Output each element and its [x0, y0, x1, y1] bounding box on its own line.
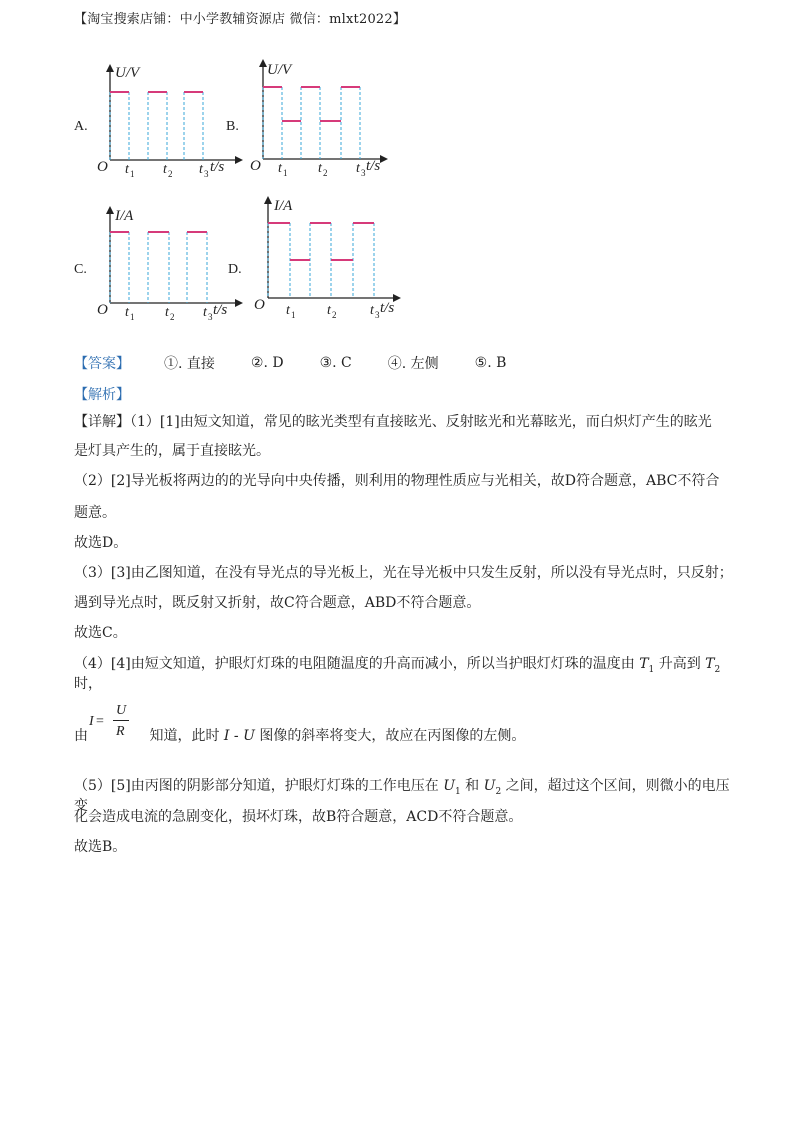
- graph-c-ylabel: I/A: [115, 208, 134, 224]
- graph-b-t1-sub: 1: [283, 168, 288, 178]
- graph-a-xlabel: t/s: [210, 159, 225, 175]
- line11-U1: U: [443, 778, 455, 794]
- explanation-line-6: （3）[3]由乙图知道，在没有导光点的导光板上，光在导光板中只发生反射，所以没有导光点时，只反射；: [74, 565, 733, 581]
- graph-b-origin: O: [250, 158, 261, 174]
- graph-b-xlabel: t/s: [366, 158, 381, 174]
- graph-a-ylabel: U/V: [115, 65, 140, 81]
- explanation-line-2: 是灯具产生的，属于直接眩光。: [74, 443, 270, 459]
- answer-item-5: ⑤. B: [474, 355, 507, 371]
- graph-c-t2: t: [165, 305, 169, 320]
- explanation-line-1: 【详解】（1）[1]由短文知道，常见的眩光类型有直接眩光、反射眩光和光幕眩光，而白炽灯产生的眩光: [74, 414, 712, 430]
- formula-equals: =: [96, 714, 104, 729]
- graph-d-t1-sub: 1: [291, 310, 296, 320]
- explanation-line-12: 化会造成电流的急剧变化，损坏灯珠，故B符合题意，ACD不符合题意。: [74, 809, 523, 825]
- line11-part-b: 和: [460, 778, 484, 794]
- formula-numerator: U: [116, 703, 127, 718]
- explanation-line-9: [74, 657, 734, 691]
- graph-d-t2: t: [327, 303, 331, 318]
- line9-part-a: （4）[4]由短文知道，护眼灯灯珠的电阻随温度的升高而减小，所以当护眼灯灯珠的温度由: [74, 656, 640, 672]
- option-c-letter: C.: [74, 262, 87, 277]
- graph-b-t2-sub: 2: [323, 168, 328, 178]
- graph-d: [253, 192, 408, 322]
- answer-item-2: ②. D: [250, 355, 284, 371]
- line10-part-c: 图像的斜率将变大，故应在丙图像的左侧。: [254, 728, 526, 744]
- graph-a-t1-sub: 1: [130, 169, 135, 179]
- graph-b-t2: t: [318, 161, 322, 176]
- graph-d-xlabel: t/s: [380, 300, 395, 316]
- answer-label: 【答案】: [74, 356, 130, 372]
- graph-a-origin: O: [97, 159, 108, 175]
- graph-d-t1: t: [286, 303, 290, 318]
- formula-denominator: R: [116, 724, 125, 739]
- line10-iu: I - U: [223, 728, 255, 744]
- analysis-label: 【解析】: [74, 387, 130, 403]
- graph-d-t2-sub: 2: [332, 310, 337, 320]
- line10-part-a: 由: [74, 728, 88, 744]
- explanation-line-3: （2）[2]导光板将两边的的光导向中央传播，则利用的物理性质应与光相关，故D符合题意，ABC不符合: [74, 473, 720, 489]
- explanation-line-10: [74, 729, 734, 743]
- explanation-line-13: 故选B。: [74, 839, 127, 855]
- answer-item-4: ④. 左侧: [387, 356, 439, 372]
- answer-item-1: ①. 直接: [164, 356, 215, 372]
- line11-part-a: （5）[5]由丙图的阴影部分知道，护眼灯灯珠的工作电压在: [74, 778, 444, 794]
- fraction-bar: [113, 720, 129, 721]
- graph-a-t1: t: [125, 162, 129, 177]
- graph-a-t3-sub: 3: [204, 169, 209, 179]
- line11-part-c: 之间，超过这个区间，则微小的电压变: [74, 778, 730, 814]
- graph-c-xlabel: t/s: [213, 302, 228, 318]
- graph-b-ylabel: U/V: [267, 62, 292, 78]
- graph-b: [248, 55, 398, 180]
- line9-part-b: 升高到: [654, 656, 706, 672]
- line9-T2: T: [705, 656, 715, 672]
- graph-a-t2-sub: 2: [168, 169, 173, 179]
- explanation-line-5: 故选D。: [74, 535, 128, 551]
- graph-a-t2: t: [163, 162, 167, 177]
- graph-d-t3-sub: 3: [375, 310, 380, 320]
- option-b-letter: B.: [226, 119, 239, 134]
- graph-b-t1: t: [278, 161, 282, 176]
- explanation-line-11: [74, 779, 734, 813]
- graph-a-t3: t: [199, 162, 203, 177]
- formula-i: I: [89, 714, 94, 729]
- graph-c-t3: t: [203, 305, 207, 320]
- graph-c-t3-sub: 3: [208, 312, 213, 322]
- line9-T2-sub: 2: [714, 664, 721, 675]
- line11-U2-sub: 2: [495, 786, 502, 797]
- line10-part-b: 知道，此时: [145, 728, 224, 744]
- explanation-line-8: 故选C。: [74, 625, 127, 641]
- answer-row: [74, 353, 542, 373]
- option-a-letter: A.: [74, 119, 88, 134]
- graph-b-t3: t: [356, 161, 360, 176]
- graph-c-t1: t: [125, 305, 129, 320]
- graph-b-t3-sub: 3: [361, 168, 366, 178]
- graph-d-t3: t: [370, 303, 374, 318]
- line11-U1-sub: 1: [455, 786, 461, 797]
- line9-T1-sub: 1: [648, 664, 655, 675]
- option-d-letter: D.: [228, 262, 242, 277]
- page-header: 【淘宝搜索店铺：中小学教辅资源店 微信：mlxt2022】: [74, 12, 407, 27]
- graph-d-ylabel: I/A: [274, 198, 293, 214]
- answer-item-3: ③. C: [319, 355, 352, 371]
- graph-d-origin: O: [254, 297, 265, 313]
- line11-U2: U: [483, 778, 496, 794]
- explanation-line-4: 题意。: [74, 505, 116, 521]
- graph-c-origin: O: [97, 302, 108, 318]
- explanation-line-7: 遇到导光点时，既反射又折射，故C符合题意，ABD不符合题意。: [74, 595, 481, 611]
- line9-part-c: 时，: [74, 675, 102, 692]
- graph-c: [95, 200, 245, 325]
- graph-c-t1-sub: 1: [130, 312, 135, 322]
- line9-T1: T: [639, 656, 649, 672]
- graph-a: [95, 60, 245, 180]
- graph-c-t2-sub: 2: [170, 312, 175, 322]
